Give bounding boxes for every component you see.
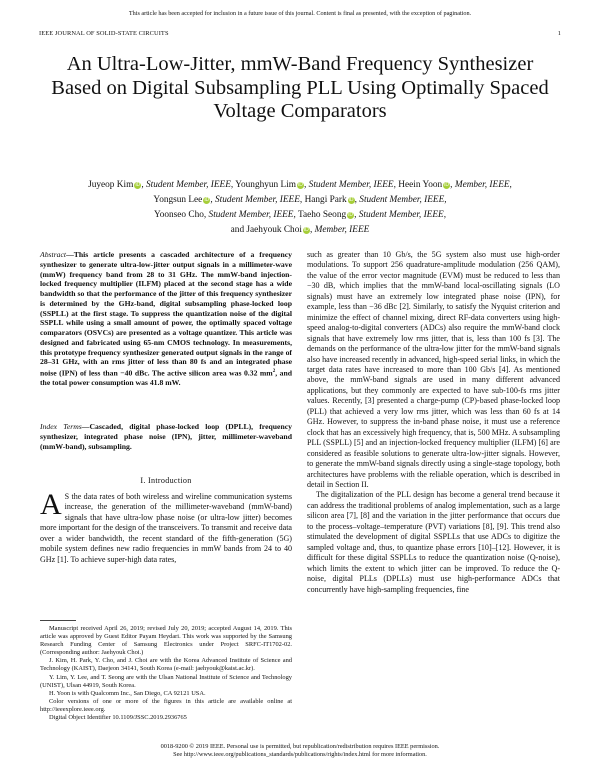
body-paragraph: The digitalization of the PLL design has become a general trend because it can address the traditional problems of analog implementation, such as a large silicon area [7], [8] and the variation in the jitter performance that occurs due to the process–voltage–temperature (PVT) variations [8], [9]. This trend also stimulated the development of digital SSPLLs that use ADCs to digitize the sampled voltage and, thus, to quantize phase errors [10]–[12]. However, it is difficult for these digital SSPLLs to reduce the quantization noise (Q-noise), which limits the extent to which jitter can be improved. To reduce the Q-noise, digital PLLs (DPLLs) must use high-performance ADCs that concurrently have high-sampling frequencies, fine bbox=[307, 490, 560, 594]
footnotes bbox=[40, 625, 292, 722]
footnote: Y. Lim, Y. Lee, and T. Seong are with the Ulsan National Institute of Science and Technology (UNIST), Ulsan 44919, South Korea. bbox=[40, 673, 292, 689]
author-membership: , Student Member, IEEE, bbox=[210, 195, 303, 205]
author-list bbox=[40, 178, 560, 238]
footnote: H. Yoon is with Qualcomm Inc., San Diego, CA 92121 USA. bbox=[49, 689, 206, 697]
abstract-tail: , and the total power consumption was 41.8 mW. bbox=[40, 368, 292, 388]
footnote-divider bbox=[40, 620, 76, 621]
footnote: Color versions of one or more of the figures in this article are available online at http://ieeexplore.ieee.org. bbox=[40, 697, 292, 713]
index-terms bbox=[40, 422, 292, 451]
author-line-1 bbox=[40, 178, 560, 193]
orcid-icon[interactable]: iD bbox=[298, 182, 303, 188]
index-terms-text: —Cascaded, digital phase-locked loop (DPLL), frequency synthesizer, integrated phase noise (IPN), jitter, millimeter-waveband (mmW-band), subsampling. bbox=[40, 422, 292, 451]
abstract-text: —This article presents a cascaded architecture of a frequency synthesizer to generate ultra-low-jitter output signals in a millimeter-wave (mmW) frequency band from 28 to 31 GHz. The mmW-band injection-locked frequency multiplier (ILFM) placed at the second stage has a wide bandwidth so that the performance of the jitter of this frequency synthesizer is determined by the GHz-band, digital subsampling phase-locked loop (SSPLL) at the first stage. To suppress the quantization noise of the digital SSPLL while using a small amount of power, the optimally spaced voltage comparators (OSVCs) are presented as a voltage quantizer. This article was designed and fabricated using 65-nm CMOS technology. In measurements, this prototype frequency synthesizer generated output signals in the range of 28–31 GHz, with an rms jitter of less than 80 fs and an integrated phase noise (IPN) of less than −40 dBc. The active silicon area was 0.32 mm bbox=[40, 250, 292, 378]
footnote: Digital Object Identifier 10.1109/JSSC.2019.2936765 bbox=[49, 714, 187, 722]
orcid-icon[interactable]: iD bbox=[304, 227, 309, 233]
author-name: Younghyun Lim bbox=[235, 180, 297, 190]
orcid-icon[interactable]: iD bbox=[204, 197, 210, 203]
author-membership: , Student Member, IEEE, bbox=[354, 210, 447, 220]
abstract-superscript: 2 bbox=[272, 369, 276, 374]
drop-cap: A bbox=[40, 488, 62, 521]
author-name: Taeho Seong bbox=[297, 210, 347, 220]
body-paragraph: such as greater than 10 Gb/s, the 5G system also must use high-order modulations. To support 256 quadrature-amplitude modulation (256 QAM), the value of the error vector magnitude (EVM) must be reduced to less than −30 dB, which implies that the mmW-band local-oscillating signals (LO signals) must have an extremely low integrated phase noise (IPN), for example, less than −36 dBc [2]. Similarly, to satisfy the Nyquist criterion and minimize the effect of channel mixing, direct RF-data converters using high-speed analog-to-digital converters (ADCs) also require the mmW-band clock signals that have extremely low rms jitter, that is, less than 100 fs [3]. The demands on the performance of the ultra-low jitter for the mmW-band signals also have increased recently in advanced, high-speed serial links, in which the target data rates have increased to more than 100 Gb/s [4]. As mentioned above, the mmW-band signals are used in many different advanced applications, but they commonly are expected to have sub-100-fs rms jitter values. Recently, [3] presented a charge-pump (CP)-based phase-locked loop (PLL) that achieved a very low rms jitter, which was less than 60 fs at 14 GHz. However, to suppress the in-band phase noise, it must use a reference clock that has an excessively high frequency, that is, 500 MHz. A subsampling PLL (SSPLL) [5] and an injection-locked frequency multiplier (ILFM) [6] are considered as feasible solutions to generate ultra-low-jitter signals. However, to generate the mmW-band signals directly using a single-stage topology, both architectures have problems with the reliable operation, which is described in detail in Section II. bbox=[307, 250, 560, 489]
author-name: Juyeop Kim bbox=[88, 180, 134, 190]
intro-text: S the data rates of both wireless and wireline communication systems increase, the generation of the millimeter-waveband (mmW-band) signals that have ultra-low phase noise (or ultra-low jitter) becomes more important for the design of the transceivers. To transmit and receive data over a wider bandwidth, the recent standard of the fifth-generation (5G) mobile system defines new radio frequencies in mmW bands from 24 to 40 GHz [1]. To achieve super-high data rates, bbox=[40, 492, 293, 564]
abstract-label: Abstract bbox=[40, 250, 67, 259]
journal-name: IEEE JOURNAL OF SOLID-STATE CIRCUITS bbox=[39, 30, 169, 37]
author-membership: , Student Member, IEEE, bbox=[304, 180, 396, 190]
orcid-icon[interactable]: iD bbox=[348, 212, 353, 218]
author-membership: , Member, IEEE bbox=[309, 225, 370, 235]
running-header bbox=[39, 30, 561, 37]
abstract bbox=[40, 250, 292, 388]
copyright-line: 0018-9200 © 2019 IEEE. Personal use is permitted, but republication/redistribution requires IEEE permission. bbox=[160, 743, 440, 750]
orcid-icon[interactable]: iD bbox=[444, 182, 450, 188]
author-line-4 bbox=[40, 223, 560, 238]
author-name: and Jaehyouk Choi bbox=[230, 225, 302, 235]
footnote: J. Kim, H. Park, Y. Cho, and J. Choi are with the Korea Advanced Institute of Science and Technology (KAIST), Daejeon 34141, South Korea (e-mail: jaehyouk@kaist.ac.kr). bbox=[40, 657, 292, 673]
index-terms-label: Index Terms bbox=[40, 422, 82, 431]
rights-link-line: See http://www.ieee.org/publications_standards/publications/rights/index.html for more information. bbox=[173, 751, 427, 758]
acceptance-notice: This article has been accepted for inclusion in a future issue of this journal. Content is final as presented, with the exception of pagination. bbox=[128, 10, 472, 17]
paper-title: An Ultra-Low-Jitter, mmW-Band Frequency Synthesizer Based on Digital Subsampling PLL Using Optimally Spaced Voltage Comparators bbox=[51, 53, 549, 122]
right-column-body bbox=[307, 250, 560, 595]
author-membership: , Member, IEEE, bbox=[450, 180, 512, 190]
section-heading: I. Introduction bbox=[140, 476, 192, 485]
orcid-icon[interactable]: iD bbox=[135, 182, 141, 188]
orcid-icon[interactable]: iD bbox=[348, 197, 354, 203]
intro-paragraph bbox=[40, 488, 293, 565]
author-line-2 bbox=[40, 193, 560, 208]
page-number: 1 bbox=[557, 30, 561, 37]
author-line-3 bbox=[40, 208, 560, 223]
author-name: Yongsun Lee bbox=[153, 195, 203, 205]
author-name: Heein Yoon bbox=[398, 180, 443, 190]
author-name: Yoonseo Cho, bbox=[153, 210, 207, 220]
author-membership: , Student Member, IEEE, bbox=[354, 195, 447, 205]
footnote: Manuscript received April 26, 2019; revised July 20, 2019; accepted August 14, 2019. This article was approved by Guest Editor Payam Heydari. This work was supported by the Samsung Research Funding Center of Samsung Electronics under Project SRFC-IT1702-02. (Corresponding author: Jaehyouk Choi.) bbox=[40, 625, 292, 657]
author-membership: Student Member, IEEE, bbox=[208, 210, 296, 220]
author-name: Hangi Park bbox=[304, 195, 347, 205]
author-membership: , Student Member, IEEE, bbox=[141, 180, 234, 190]
copyright-notice bbox=[0, 743, 600, 759]
